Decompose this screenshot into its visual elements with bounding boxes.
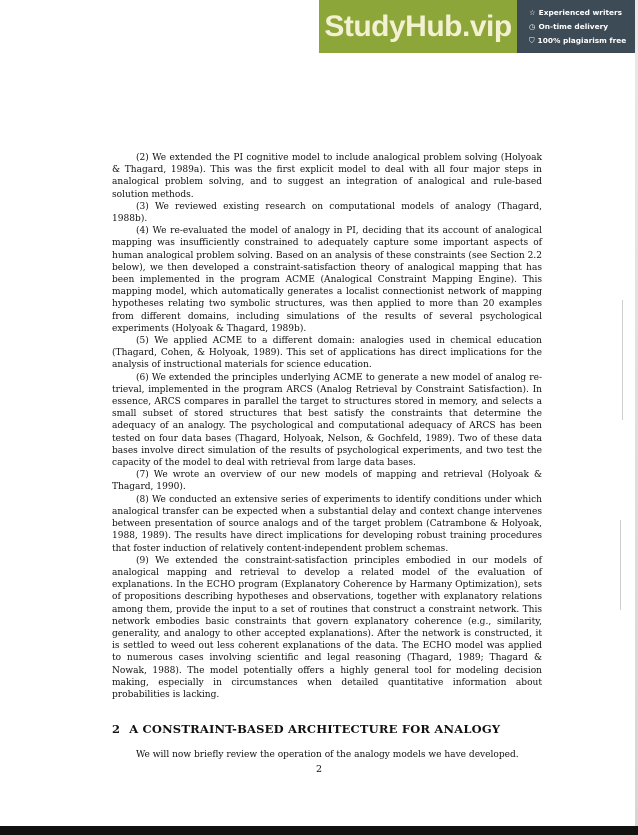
- scan-edge-bottom: [0, 826, 638, 835]
- section-heading: [112, 723, 542, 735]
- paragraph-2: (2) We extended the PI cognitive model to include analogical problem solving (Holyoak & Thagard, 1989a). This was the first explicit model to deal with all four major steps in analogical problem solving, and to suggest an integration of analogical and rule-based solution methods.: [112, 153, 542, 200]
- studyhub-banner[interactable]: [319, 0, 638, 53]
- paragraph-6: (6) We extended the principles underlying ACME to generate a new model of analog retrieval, implemented in the program ARCS (Analog Retrieval by Constraint Satisfaction). In essence, ARCS compares in parallel the target to structures stored in memory, and selects a small subset of stored structures that best satisfy the constraints that determine the adequacy of an analogy. The psychological and computational adequacy of ARCS has been tested on four data bases (Thagard, Holyoak, Nelson, & Gochfeld, 1989). Two of these data bases involve direct simulation of the results of psychological experiments, and two test the capacity of the model to deal with retrieval from large data bases.: [112, 372, 542, 469]
- paragraph-9: (9) We extended the constraint-satisfaction principles embodied in our models of analogical mapping and retrieval to develop a related model of the evaluation of explanations. In the ECHO program (Explanatory Coherence by Harmany Optimization), sets of propositions describing hypotheses and observations, together with explanatory relations among them, provide the input to a set of routines that construct a constraint network. This network embodies basic constraints that govern explanatory coherence (e.g., similarity, generality, and analogy to other accepted explanations). After the network is constructed, it is settled to weed out less coherent explanations of the data. The ECHO model was applied to numerous cases involving scientific and legal reasoning (Thagard, 1989; Thagard & Nowak, 1988). The model potentially offers a highly general tool for modeling decision making, especially in circumstances when detailed quantitative information about probabilities is lacking.: [112, 555, 542, 700]
- paragraph-3: (3) We reviewed existing research on computational models of analogy (Thagard, 1988b).: [112, 201, 542, 225]
- clock-icon: ◷: [529, 21, 536, 31]
- feature-label: Experienced writers: [538, 7, 623, 17]
- paragraph-7: (7) We wrote an overview of our new models of mapping and retrieval (Holyoak & Thagard, 1990).: [112, 470, 542, 493]
- section-title: A CONSTRAINT-BASED ARCHITECTURE FOR ANALOGY: [129, 722, 501, 737]
- feature-plagiarism-free: [529, 36, 638, 46]
- feature-on-time-delivery: [529, 22, 638, 31]
- paragraph-4: (4) We re-evaluated the model of analogy in PI, deciding that its account of analogical mapping was insufficiently constrained to adequately capture some important aspects of human analogical problem solving. Based on an analysis of these constraints (see Section 2.2 below), we then developed a constraint-satisfaction theory of analogical mapping that has been implemented in the program ACME (Analogical Constraint Mapping Engine). This mapping model, which automatically generates a localist connectionist network of mapping hypotheses relating two symbolic structures, was then applied to more than 20 examples from different domains, including simulations of the results of several psychological experiments (Holyoak & Thagard, 1989b).: [112, 226, 542, 334]
- section-number: 2: [112, 722, 121, 737]
- star-icon: ☆: [529, 7, 536, 17]
- paragraph-8: (8) We conducted an extensive series of experiments to identify conditions under which analogical transfer can be expected when a substantial delay and context change intervenes between presentation of source analogs and of the target problem (Catrambone & Holyoak, 1988, 1989). The results have direct implications for developing robust training procedures that foster induction of relatively content-independent problem schemas.: [112, 494, 542, 554]
- paragraph-5: (5) We applied ACME to a different domain: analogies used in chemical education (Thagard, Cohen, & Holyoak, 1989). This set of applications has direct implications for the analysis of instructional materials for science education.: [112, 336, 542, 371]
- section-lead: We will now briefly review the operation of the analogy models we have developed.: [136, 750, 519, 761]
- banner-feature-list: [517, 0, 638, 53]
- document-body: [112, 152, 542, 762]
- scan-speck: [622, 300, 623, 420]
- studyhub-logo[interactable]: StudyHub.vip: [319, 0, 517, 53]
- feature-label: 100% plagiarism free: [537, 35, 627, 45]
- shield-icon: ⛉: [529, 35, 535, 45]
- feature-experienced-writers: [529, 8, 638, 17]
- page-number: 2: [315, 764, 323, 775]
- feature-label: On-time delivery: [538, 21, 609, 31]
- scan-speck: [620, 520, 621, 610]
